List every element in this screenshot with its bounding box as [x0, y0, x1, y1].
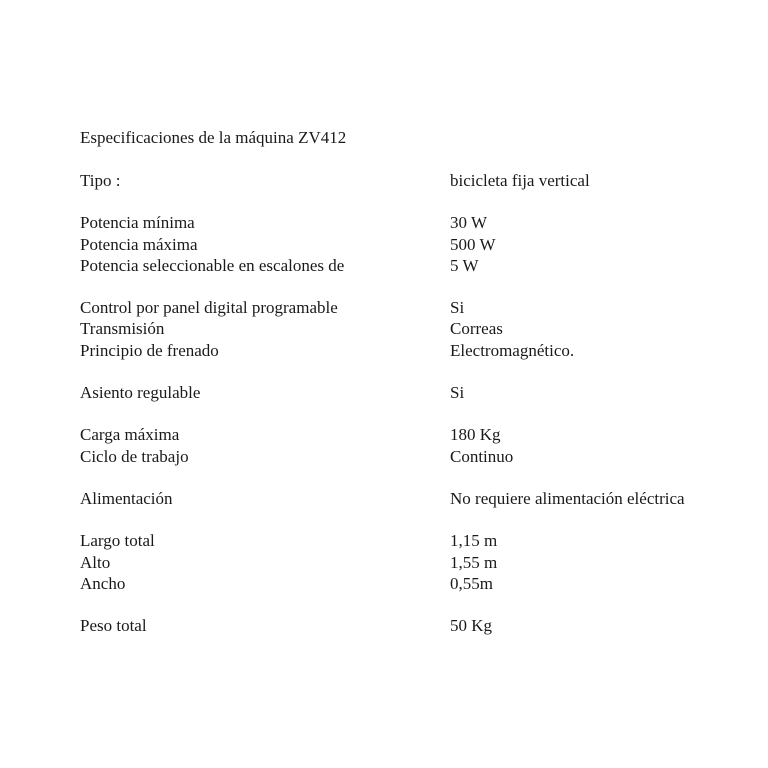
spec-label: Alto	[80, 552, 111, 572]
spec-row-potencia-maxima	[80, 234, 740, 255]
spec-label: Transmisión	[80, 319, 165, 339]
spec-row-control-panel	[80, 297, 740, 318]
spec-label: Alimentación	[80, 488, 173, 508]
spec-group-weight	[80, 615, 740, 636]
spec-value: 30 W	[450, 213, 487, 233]
spec-label: Largo total	[80, 531, 155, 551]
spec-label: Principio de frenado	[80, 340, 219, 360]
spec-row-tipo	[80, 170, 740, 191]
spec-group-type	[80, 170, 740, 191]
spec-value: 1,55 m	[450, 552, 498, 572]
spec-value: 1,15 m	[450, 531, 498, 551]
spec-value: No requiere alimentación eléctrica	[450, 488, 685, 508]
spec-row-alimentacion	[80, 488, 740, 509]
spec-value: 50 Kg	[450, 616, 493, 636]
spec-group-power-supply	[80, 488, 740, 509]
spec-label: Ciclo de trabajo	[80, 446, 189, 466]
spec-label: Control por panel digital programable	[80, 298, 338, 318]
spec-row-frenado	[80, 340, 740, 361]
spec-label: Ancho	[80, 573, 126, 593]
spec-label: Asiento regulable	[80, 383, 201, 403]
spec-row-ciclo-trabajo	[80, 446, 740, 467]
spec-row-carga-maxima	[80, 424, 740, 445]
spec-value: Continuo	[450, 446, 514, 466]
spec-group-load	[80, 424, 740, 467]
spec-label: Peso total	[80, 616, 147, 636]
spec-group-dimensions	[80, 530, 740, 594]
spec-group-power	[80, 212, 740, 276]
spec-document	[80, 127, 740, 636]
spec-group-seat	[80, 382, 740, 403]
document-title: Especificaciones de la máquina ZV412	[80, 128, 347, 147]
spec-value: Si	[450, 383, 465, 403]
spec-row-largo	[80, 530, 740, 551]
spec-group-control	[80, 297, 740, 361]
spec-label: Tipo :	[80, 171, 121, 190]
spec-row-asiento	[80, 382, 740, 403]
spec-label: Potencia seleccionable en escalones de	[80, 255, 345, 275]
spec-row-ancho	[80, 573, 740, 594]
spec-row-potencia-minima	[80, 212, 740, 233]
spec-row-peso	[80, 615, 740, 636]
spec-value: Correas	[450, 319, 503, 339]
spec-value: Si	[450, 298, 465, 318]
spec-value: 0,55m	[450, 573, 493, 593]
spec-value: 500 W	[450, 234, 496, 254]
spec-row-potencia-escalones	[80, 255, 740, 276]
spec-row-alto	[80, 552, 740, 573]
spec-value: bicicleta fija vertical	[450, 171, 590, 190]
spec-value: Electromagnético.	[450, 340, 575, 360]
spec-row-transmision	[80, 318, 740, 339]
spec-value: 5 W	[450, 255, 479, 275]
spec-label: Potencia mínima	[80, 213, 195, 233]
spec-label: Potencia máxima	[80, 234, 198, 254]
spec-label: Carga máxima	[80, 425, 180, 445]
spec-value: 180 Kg	[450, 425, 501, 445]
